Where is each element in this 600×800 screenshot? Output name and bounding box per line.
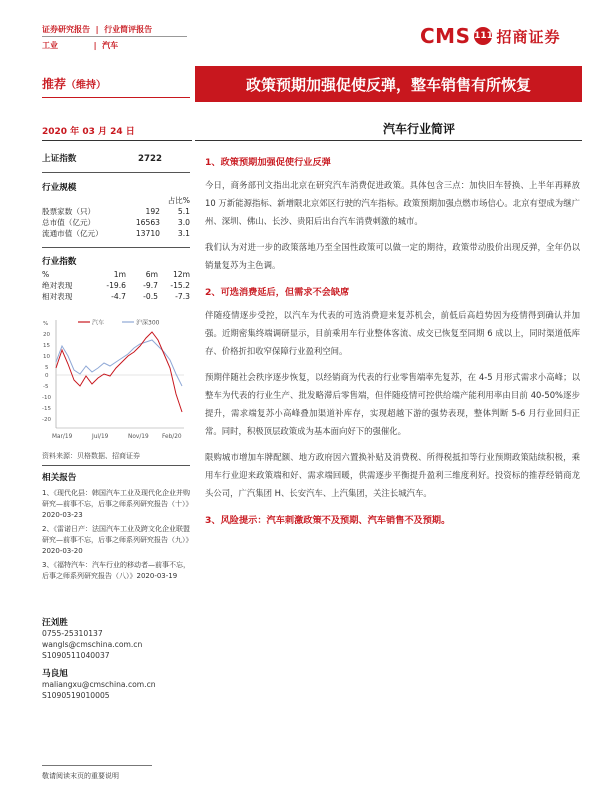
brand-badge-icon: 111: [474, 27, 492, 45]
related-title: 相关报告: [42, 473, 77, 483]
y-tick: 10: [43, 354, 50, 360]
index-cell: -9.7: [143, 281, 158, 290]
scale-value: 192: [145, 207, 160, 216]
scale-unit: 占比%: [167, 196, 190, 205]
brand-logo: [420, 24, 561, 48]
paragraph: 伴随疫情逐步受控，以汽车为代表的可选消费迎来复苏机会，前低后高趋势因为疫情得到确认并加强。近期密集终端调研显示，目前乘用车行业整体客流、成交已恢复至同期 6 成以上，同时渠道低库存、价格折扣收窄保障行业盈利空间。: [205, 310, 580, 356]
related-report-link[interactable]: 3、《福特汽车：汽车行业的移动者—前事不忘，后事之师系列研究报告（八）》2020-03-19: [42, 561, 190, 580]
index-quote: [42, 154, 190, 165]
scale-unit-row: [42, 195, 190, 206]
brand-latin: CMS: [420, 24, 471, 48]
paragraph: 今日，商务部刊文指出北京在研究汽车消费促进政策。具体包含三点：加快旧车替换、上半年再释放 10 万新能源指标、新增限北京郊区行驶的汽车指标。政策预期加强点燃市场信心。北京有望成为继广州、深圳、佛山、长沙、贵阳后出台汽车消费刺激的城市。: [205, 180, 580, 226]
footer-rule: [42, 765, 152, 766]
analyst-email[interactable]: maliangxu@cmschina.com.cn: [42, 680, 156, 689]
title-banner: [195, 66, 582, 102]
scale-title: 行业规模: [42, 183, 77, 193]
x-tick: Feb/20: [162, 434, 182, 440]
index-row: [42, 280, 190, 291]
section-heading: 3、风险提示：汽车刺激政策不及预期、汽车销售不及预期。: [205, 515, 451, 526]
index-name: 上证指数: [42, 154, 77, 164]
report-type-line: [42, 24, 152, 35]
subtitle-rule: [195, 140, 582, 141]
index-cell: -7.3: [175, 292, 190, 301]
industry-index-title: 行业指数: [42, 257, 77, 267]
analyst-phone: 0755-25310137: [42, 629, 103, 638]
y-tick: -15: [42, 406, 51, 412]
x-tick: Jul/19: [92, 434, 109, 440]
rating-label: 推荐: [42, 77, 67, 91]
index-col-pct: %: [42, 270, 50, 279]
index-row-label: 绝对表现: [42, 281, 73, 290]
legend-label-auto: 汽车: [92, 319, 105, 327]
industry: 汽车: [102, 41, 119, 50]
y-tick: %: [43, 321, 49, 327]
related-reports: [42, 471, 190, 582]
index-col: 1m: [113, 270, 126, 279]
scale-row: [42, 206, 190, 217]
index-cell: -15.2: [170, 281, 190, 290]
paragraph: 我们认为对进一步的政策落地乃至全国性政策可以做一定的期待，政策带动股价出现反弹，全年仍以销量复苏为主色调。: [205, 242, 580, 270]
index-chart-svg: [42, 316, 190, 448]
y-tick: -10: [42, 395, 51, 401]
related-report-link[interactable]: 2、《雷诺日产：法国汽车工业及跨文化企业联盟研究—前事不忘，后事之师系列研究报告（九）》2020-03-20: [42, 525, 190, 555]
scale-pct: 3.0: [177, 218, 190, 227]
rating-rule: [42, 97, 190, 98]
report-kind: 行业简评报告: [104, 25, 153, 34]
analyst-block: [42, 616, 190, 701]
rating: [42, 75, 106, 92]
index-cell: -19.6: [106, 281, 126, 290]
index-cell: -0.5: [143, 292, 158, 301]
analyst-name: 马良旭: [42, 669, 68, 679]
x-tick: Mar/19: [52, 434, 73, 440]
scale-label: 总市值（亿元）: [42, 218, 96, 227]
footer-note: 敬请阅读末页的重要说明: [42, 772, 119, 780]
section-heading: 1、政策预期加强促使行业反弹: [205, 157, 331, 168]
index-value: 2722: [138, 154, 162, 164]
scale-pct: 5.1: [177, 207, 190, 216]
index-chart: [42, 316, 190, 448]
paragraph: 限购城市增加车牌配额、地方政府因六置换补贴及消费税、所得税抵扣等行业预期政策陆续积极，乘用车行业迎来政策端和好、需求端回暖，供需逐步平衡提升盈利三维度利好。投资标的推荐经销商龙头公司，广汽集团 H、长安汽车、上汽集团，关注长城汽车。: [205, 452, 580, 498]
index-cell: -4.7: [111, 292, 126, 301]
y-tick: -5: [43, 384, 49, 390]
related-report-link[interactable]: 1、《现代化县：韩国汽车工业及现代化企业并购研究—前事不忘，后事之师系列研究报告（十）》2020-03-23: [42, 489, 190, 519]
sector: 工业: [42, 41, 58, 50]
y-tick: 15: [43, 343, 50, 349]
sidebar: [42, 154, 190, 302]
sidebar-rule-3: [42, 465, 190, 466]
index-col: 6m: [145, 270, 158, 279]
index-row-label: 相对表现: [42, 292, 73, 301]
index-header-row: [42, 269, 190, 280]
sidebar-rule-1: [42, 172, 190, 173]
y-tick: 20: [43, 332, 50, 338]
scale-row: [42, 217, 190, 228]
date-rule: [42, 140, 192, 141]
y-tick: -20: [42, 417, 51, 423]
chart-source: 资料来源：贝格数据、招商证券: [42, 452, 140, 460]
report-date: 2020 年 03 月 24 日: [42, 127, 135, 137]
report-title: 政策预期加强促使反弹，整车销售有所恢复: [245, 75, 531, 94]
scale-value: 16563: [135, 218, 160, 227]
rating-status: （维持）: [66, 80, 107, 91]
scale-label: 流通市值（亿元）: [42, 229, 103, 238]
industry-divider: |: [93, 41, 100, 50]
report-type: 证券研究报告: [42, 25, 90, 34]
analyst-name: 汪刘胜: [42, 618, 68, 628]
y-tick: 0: [45, 373, 49, 379]
scale-pct: 3.1: [177, 229, 190, 238]
scale-row: [42, 228, 190, 239]
sidebar-rule-2: [42, 247, 190, 248]
y-tick: 5: [45, 365, 49, 371]
legend-label-hs300: 沪深300: [136, 319, 160, 327]
brand-name: 招商证券: [496, 27, 561, 46]
index-col: 12m: [172, 270, 190, 279]
analyst-cert: S1090511040037: [42, 651, 110, 660]
report-subtitle: 汽车行业简评: [383, 122, 456, 136]
analyst-email[interactable]: wangls@cmschina.com.cn: [42, 640, 143, 649]
section-heading: 2、可选消费延后，但需求不会缺席: [205, 287, 350, 298]
x-tick: Nov/19: [128, 434, 149, 440]
header-divider: |: [92, 25, 102, 34]
scale-label: 股票家数（只）: [42, 207, 96, 216]
header-rule: [42, 36, 187, 37]
main-content: [205, 154, 580, 526]
sector-line: [42, 40, 118, 51]
scale-value: 13710: [135, 229, 160, 238]
analyst-cert: S1090519010005: [42, 691, 110, 700]
paragraph: 预期伴随社会秩序逐步恢复，以经销商为代表的行业零售端率先复苏，在 4-5 月形式需求小高峰；以整车为代表的行业生产、批发略滞后零售端，但伴随疫情可控供给端产能利用率由目前 40-50%逐步提升，需求端复苏小高峰叠加渠道补库存，实现超越下游的强势表现，整体判断 5-6 月行业回归正常。同时，积极顶层政策成为基本面向好下的强催化。: [205, 372, 580, 436]
index-row: [42, 291, 190, 302]
